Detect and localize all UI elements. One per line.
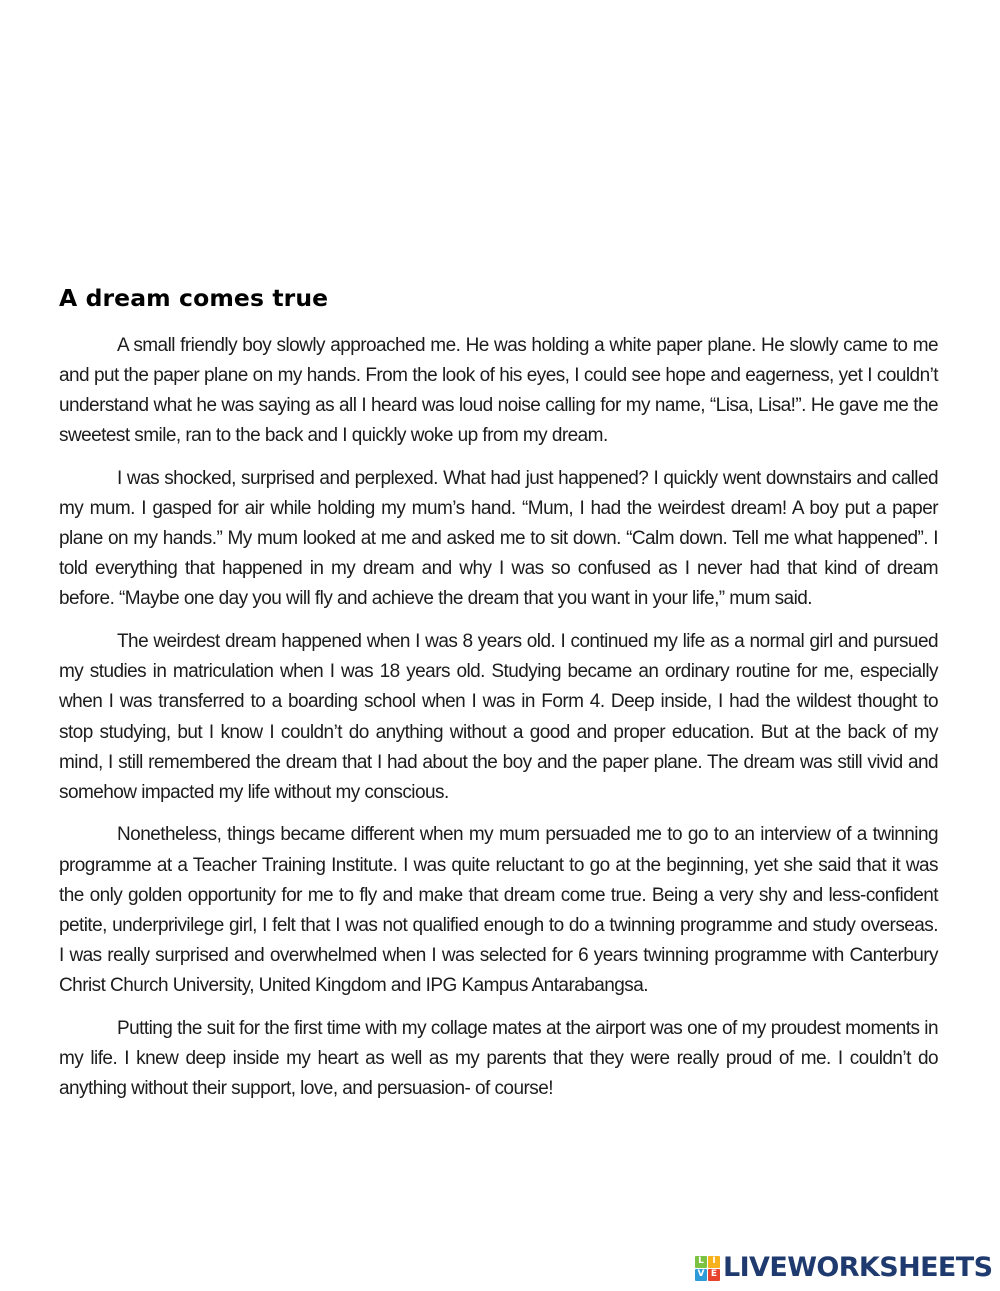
- live-block-i: I: [708, 1256, 720, 1268]
- liveworksheets-logo: [695, 1254, 992, 1282]
- paragraph-1: A small friendly boy slowly approached me. He was holding a white paper plane. He slowly came to me and put the paper plane on my hands. From the look of his eyes, I could see hope and eagerness, yet I couldn’t understand what he was saying as all I heard was loud noise calling for my name, “Lisa, Lisa!”. He gave me the sweetest smile, ran to the back and I quickly woke up from my dream.: [59, 335, 938, 447]
- story-body: [59, 331, 938, 1104]
- paragraph-5: Putting the suit for the first time with my collage mates at the airport was one of my proudest moments in my life. I knew deep inside my heart as well as my parents that they were really proud of me. I couldn’t do anything without their support, love, and persuasion- of course!: [59, 1017, 938, 1099]
- live-block-v: V: [695, 1269, 707, 1281]
- logo-wordmark: LIVEWORKSHEETS: [723, 1252, 993, 1283]
- paragraph-3: The weirdest dream happened when I was 8 years old. I continued my life as a normal girl and pursued my studies in matriculation when I was 18 years old. Studying became an ordinary routine for me, especially when I was transferred to a boarding school when I was in Form 4. Deep inside, I had the wildest thought to stop studying, but I know I couldn’t do anything without a good and proper education. But at the back of my mind, I still remembered the dream that I had about the boy and the paper plane. The dream was still vivid and somehow impacted my life without my conscious.: [59, 631, 938, 803]
- live-block-l: L: [695, 1256, 707, 1268]
- paragraph-4: Nonetheless, things became different when my mum persuaded me to go to an interview of a twinning programme at a Teacher Training Institute. I was quite reluctant to go at the beginning, yet she said that it was the only golden opportunity for me to fly and make that dream come true. Being a very shy and less-confident petite, underprivilege girl, I felt that I was not qualified enough to do a twinning programme and study overseas. I was really surprised and overwhelmed when I was selected for 6 years twinning programme with Canterbury Christ Church University, United Kingdom and IPG Kampus Antarabangsa.: [59, 824, 938, 996]
- paragraph-2: I was shocked, surprised and perplexed. What had just happened? I quickly went downstairs and called my mum. I gasped for air while holding my mum’s hand. “Mum, I had the weirdest dream! A boy put a paper plane on my hands.” My mum looked at me and asked me to sit down. “Calm down. Tell me what happened”. I told everything that happened in my dream and why I was so confused as I never had that kind of dream before. “Maybe one day you will fly and achieve the dream that you want in your life,” mum said.: [59, 468, 938, 610]
- page-title: A dream comes true: [59, 284, 329, 312]
- live-blocks-icon: [695, 1256, 720, 1281]
- live-block-e: E: [708, 1269, 720, 1281]
